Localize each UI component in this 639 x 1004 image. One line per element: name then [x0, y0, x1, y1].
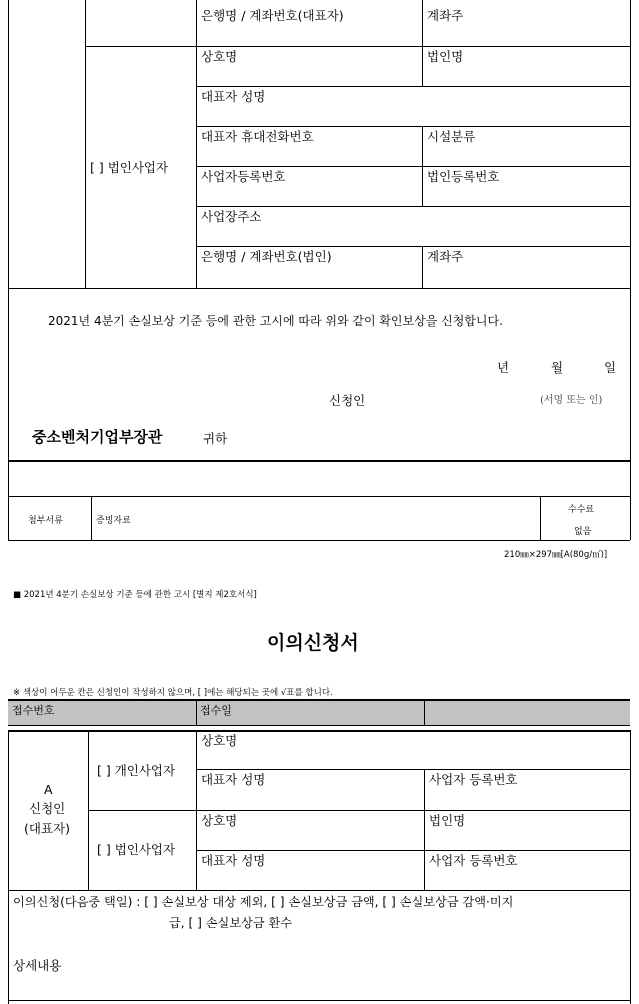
rep-name-label: 대표자 성명: [201, 89, 266, 104]
corp-type-checkbox[interactable]: [ ] 법인사업자: [90, 160, 169, 175]
bank-corp-label: 은행명 / 계좌번호(법인): [201, 249, 332, 264]
biz-reg-field[interactable]: 사업자 등록번호: [429, 772, 518, 787]
statement-text: 2021년 4분기 손실보상 기준 등에 관한 고시에 따라 위와 같이 확인보상을 신청합니다.: [48, 314, 503, 328]
objection-line2[interactable]: 급, [ ] 손실보상금 환수: [169, 916, 293, 930]
company-name-field[interactable]: 상호명: [201, 733, 238, 748]
sign-hint: (서명 또는 인): [540, 395, 603, 406]
company-name-label: 상호명: [201, 49, 238, 64]
detail-label: 상세내용: [13, 958, 62, 973]
objection-line1[interactable]: 이의신청(다음중 택일) : [ ] 손실보상 대상 제외, [ ] 손실보상금 금액, [ ] 손실보상금 감액·미지: [13, 895, 514, 909]
date-year: 년: [497, 360, 510, 375]
rep-name-field-corp[interactable]: 대표자 성명: [201, 853, 266, 868]
corp-name-label: 법인명: [427, 49, 464, 64]
holder1-label: 계좌주: [427, 8, 464, 23]
addressee: 중소벤처기업부장관: [32, 428, 163, 446]
applicant-word: 신청인: [29, 801, 66, 816]
facility-label: 시설분류: [427, 129, 476, 144]
corp-name-field[interactable]: 법인명: [429, 813, 466, 828]
corp-reg-label: 법인등록번호: [427, 169, 500, 184]
rep-name-field[interactable]: 대표자 성명: [201, 772, 266, 787]
corporate-checkbox[interactable]: [ ] 법인사업자: [97, 842, 176, 857]
rep-phone-label: 대표자 휴대전화번호: [201, 129, 314, 144]
individual-checkbox[interactable]: [ ] 개인사업자: [97, 763, 176, 778]
biz-reg-label: 사업자등록번호: [201, 169, 286, 184]
company-name-field-corp[interactable]: 상호명: [201, 813, 238, 828]
form-title: 이의신청서: [267, 632, 359, 654]
date-day: 일: [604, 360, 617, 375]
applicant-rep: (대표자): [24, 821, 70, 836]
notice-ref: ■ 2021년 4분기 손실보상 기준 등에 관한 고시 [별지 제2호서식]: [13, 590, 257, 600]
instruction: ※ 색상이 어두운 칸은 신청인이 작성하지 않으며, [ ]에는 해당되는 곳에 √표를 합니다.: [13, 688, 333, 698]
attach-label: 첨부서류: [28, 516, 63, 526]
fee-label: 수수료: [568, 505, 595, 515]
address-label: 사업장주소: [201, 209, 262, 224]
addressee-suffix: 귀하: [203, 431, 228, 446]
receipt-no: 접수번호: [12, 704, 55, 717]
paper-size: 210㎜×297㎜[A(80g/㎡)]: [504, 550, 608, 560]
holder2-label: 계좌주: [427, 249, 464, 264]
receipt-date: 접수일: [200, 704, 232, 717]
attach-value: 증빙자료: [96, 516, 131, 526]
fee-value: 없음: [574, 527, 592, 537]
applicant-label: 신청인: [329, 393, 366, 408]
applicant-letter: A: [44, 782, 53, 797]
date-month: 월: [551, 360, 564, 375]
biz-reg-field-corp[interactable]: 사업자 등록번호: [429, 853, 518, 868]
bank-rep-label: 은행명 / 계좌번호(대표자): [201, 8, 344, 23]
